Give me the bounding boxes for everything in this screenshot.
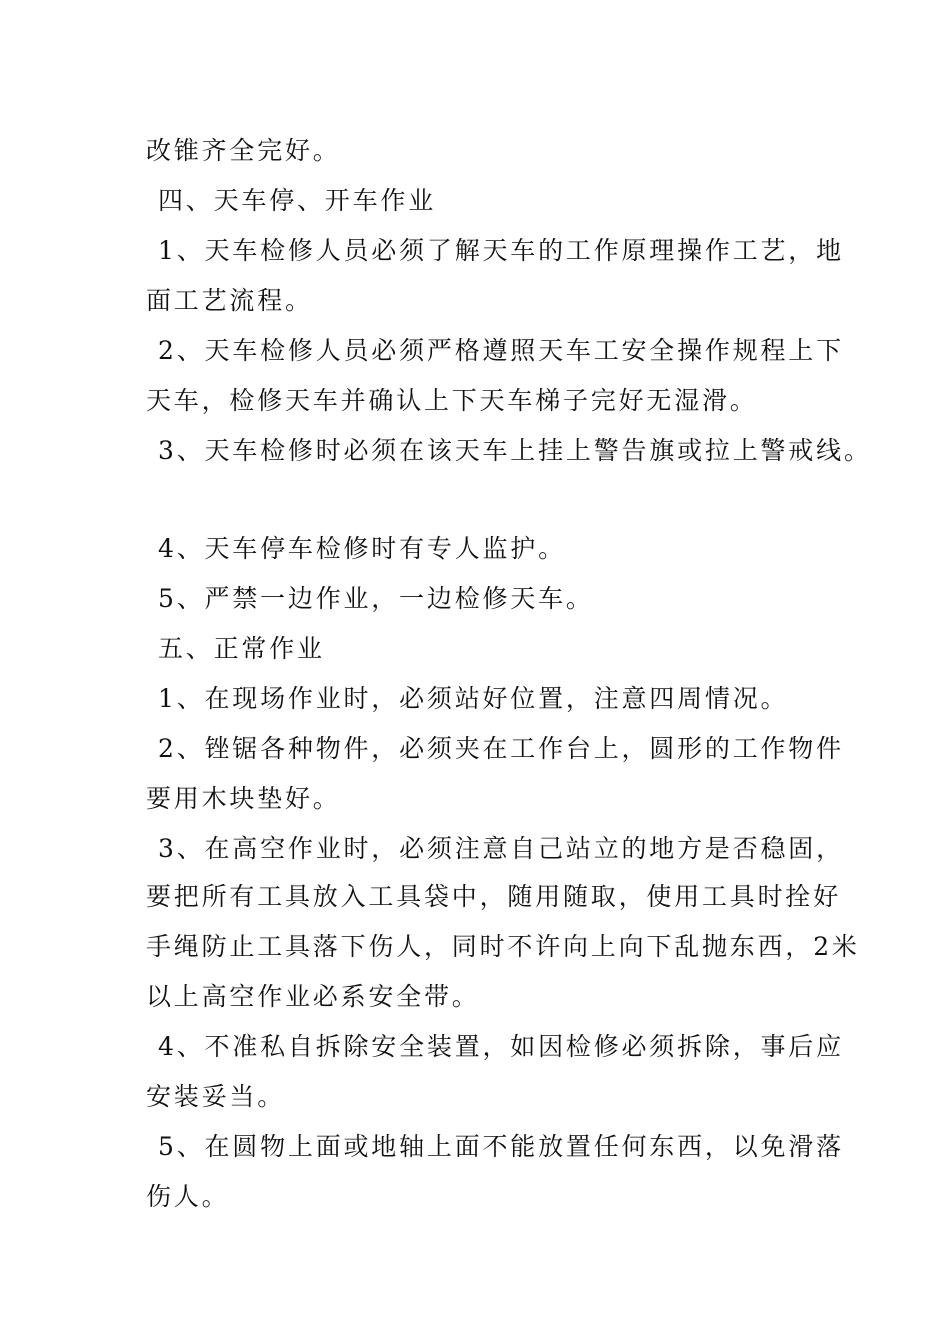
text-line: 面工艺流程。 (146, 286, 313, 315)
text-line: 1、天车检修人员必须了解天车的工作原理操作工艺，地 (158, 236, 844, 265)
section-heading: 五、正常作业 (158, 634, 325, 663)
text-line: 天车，检修天车并确认上下天车梯子完好无湿滑。 (146, 386, 758, 415)
text-line: 要把所有工具放入工具袋中，随用随取，使用工具时拴好 (146, 882, 842, 911)
text-line: 2、天车检修人员必须严格遵照天车工安全操作规程上下 (158, 336, 844, 365)
text-line: 伤人。 (146, 1182, 230, 1211)
text-line: 1、在现场作业时，必须站好位置，注意四周情况。 (158, 684, 789, 713)
text-line: 4、不准私自拆除安全装置，如因检修必须拆除，事后应 (158, 1032, 844, 1061)
text-line: 5、在圆物上面或地轴上面不能放置任何东西，以免滑落 (158, 1132, 844, 1161)
text-line: 改锥齐全完好。 (146, 136, 341, 165)
text-line: 5、严禁一边作业，一边检修天车。 (158, 584, 594, 613)
section-heading: 四、天车停、开车作业 (158, 186, 437, 215)
text-line: 以上高空作业必系安全带。 (146, 982, 480, 1011)
text-line: 4、天车停车检修时有专人监护。 (158, 534, 566, 563)
text-line: 安装妥当。 (146, 1082, 286, 1111)
text-line: 要用木块垫好。 (146, 784, 341, 813)
text-line: 3、在高空作业时，必须注意自己站立的地方是否稳固， (158, 834, 844, 863)
text-line: 3、天车检修时必须在该天车上挂上警告旗或拉上警戒线。 (158, 436, 872, 465)
text-line: 2、锉锯各种物件，必须夹在工作台上，圆形的工作物件 (158, 734, 844, 763)
text-line: 手绳防止工具落下伤人，同时不许向上向下乱抛东西，2米 (146, 932, 860, 961)
